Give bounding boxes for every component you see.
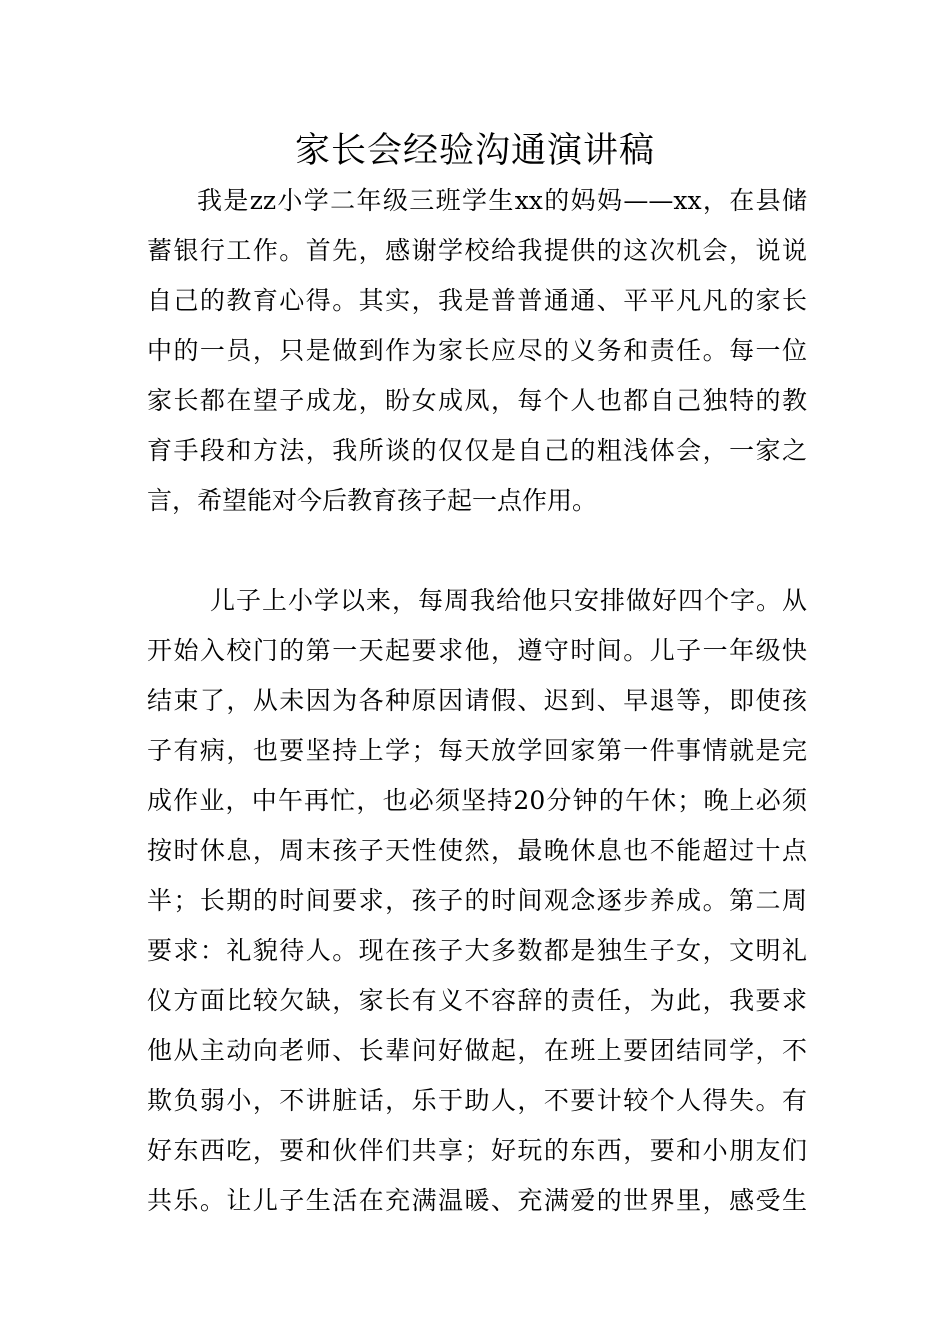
paragraph-line: 结束了，从未因为各种原因请假、迟到、早退等，即使孩	[147, 686, 807, 715]
paragraph-line: 儿子上小学以来，每周我给他只安排做好四个字。从	[210, 586, 807, 615]
paragraph-line: 中的一员，只是做到作为家长应尽的义务和责任。每一位	[147, 336, 807, 365]
paragraph-line: 言，希望能对今后教育孩子起一点作用。	[147, 486, 598, 515]
paragraph-line: 开始入校门的第一天起要求他，遵守时间。儿子一年级快	[147, 636, 807, 665]
paragraph-line: 我是zz小学二年级三班学生xx的妈妈——xx，在县储	[197, 186, 807, 215]
paragraph-line: 家长都在望子成龙，盼女成凤，每个人也都自己独特的教	[147, 386, 807, 415]
paragraph-line: 共乐。让儿子生活在充满温暖、充满爱的世界里，感受生	[147, 1186, 807, 1215]
paragraph-line: 好东西吃，要和伙伴们共享；好玩的东西，要和小朋友们	[147, 1136, 807, 1165]
paragraph-line: 自己的教育心得。其实，我是普普通通、平平凡凡的家长	[147, 286, 807, 315]
paragraph-line: 子有病，也要坚持上学；每天放学回家第一件事情就是完	[147, 736, 807, 765]
paragraph-line: 要求：礼貌待人。现在孩子大多数都是独生子女，文明礼	[147, 936, 807, 965]
document-title: 家长会经验沟通演讲稿	[294, 131, 655, 171]
paragraph-line: 按时休息，周末孩子天性使然，最晚休息也不能超过十点	[147, 836, 807, 865]
paragraph-line: 仪方面比较欠缺，家长有义不容辞的责任，为此，我要求	[147, 986, 807, 1015]
paragraph-line: 蓄银行工作。首先，感谢学校给我提供的这次机会，说说	[147, 236, 807, 265]
paragraph-line: 育手段和方法，我所谈的仅仅是自己的粗浅体会，一家之	[147, 436, 807, 465]
paragraph-line: 他从主动向老师、长辈问好做起，在班上要团结同学，不	[147, 1036, 807, 1065]
paragraph-line: 欺负弱小，不讲脏话，乐于助人，不要计较个人得失。有	[147, 1086, 807, 1115]
paragraph-line: 成作业，中午再忙，也必须坚持20分钟的午休；晚上必须	[147, 786, 807, 815]
paragraph-line: 半；长期的时间要求，孩子的时间观念逐步养成。第二周	[147, 886, 807, 915]
